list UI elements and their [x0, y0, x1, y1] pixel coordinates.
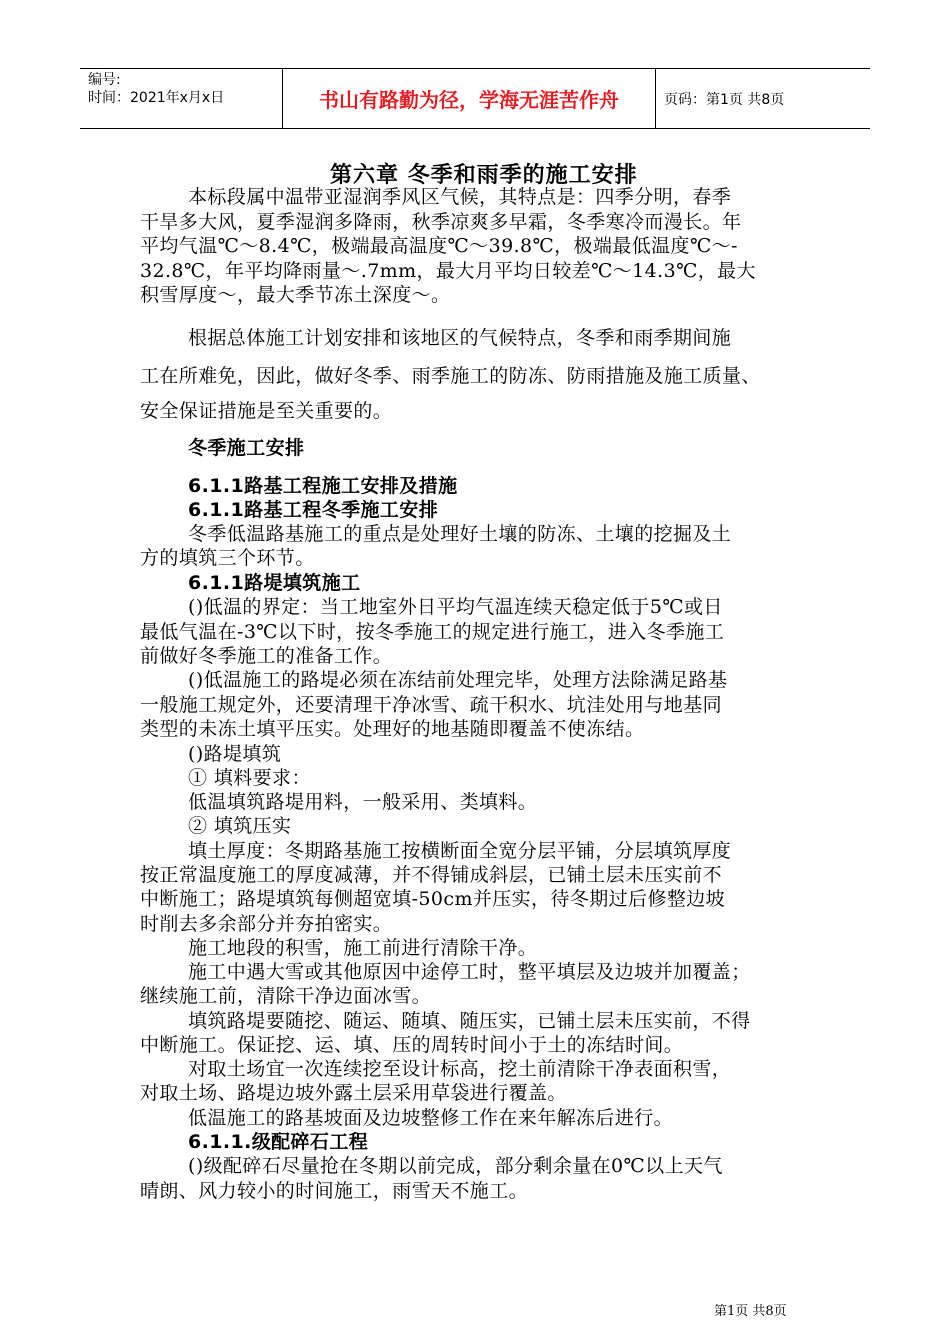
header-page-number: 页码：第1页 共8页: [664, 91, 785, 108]
body-text-line: 对取土场、路堤边坡外露土层采用草袋进行覆盖。: [140, 1082, 567, 1104]
section-heading: 6.1.1路堤填筑施工: [188, 572, 361, 594]
section-heading: 6.1.1路基工程施工安排及措施: [188, 475, 458, 497]
body-text-line: 平均气温℃～8.4℃，极端最高温度℃～39.8℃，极端最低温度℃～-: [140, 235, 738, 257]
body-text-line: 冬季低温路基施工的重点是处理好土壤的防冻、土壤的挖掘及土: [188, 523, 732, 545]
body-text-line: 低温施工的路基坡面及边坡整修工作在来年解冻后进行。: [188, 1107, 674, 1129]
body-text-line: ()低温的界定：当工地室外日平均气温连续天稳定低于5℃或日: [188, 596, 723, 618]
page-header: [80, 68, 870, 129]
body-text-line: 类型的未冻土填平压实。处理好的地基随即覆盖不使冻结。: [140, 718, 645, 740]
document-time-label: 时间：2021年x月x日: [88, 90, 225, 106]
body-text-line: 积雪厚度～，最大季节冻土深度～。: [140, 284, 451, 306]
body-text-line: 前做好冬季施工的准备工作。: [140, 645, 393, 667]
body-text-line: 时削去多余部分并夯拍密实。: [140, 913, 393, 935]
section-heading: 冬季施工安排: [188, 437, 305, 459]
body-text-line: 一般施工规定外，还要清理干净冰雪、疏干积水、坑洼处用与地基同: [140, 694, 723, 716]
body-text-line: ()路堤填筑: [188, 743, 282, 765]
document-number-label: 编号:: [88, 72, 121, 88]
body-text-line: 32.8℃，年平均降雨量～.7mm，最大月平均日较差℃～14.3℃，最大: [140, 260, 756, 282]
body-text-line: 晴朗、风力较小的时间施工，雨雪天不施工。: [140, 1180, 529, 1202]
body-text-line: 按正常温度施工的厚度减薄，并不得铺成斜层，已铺土层未压实前不: [140, 864, 723, 886]
body-text-line: 低温填筑路堤用料，一般采用、类填料。: [188, 791, 538, 813]
body-text-line: 对取土场宜一次连续挖至设计标高，挖土前清除干净表面积雪，: [188, 1058, 732, 1080]
body-text-line: 中断施工。保证挖、运、填、压的周转时间小于土的冻结时间。: [140, 1034, 684, 1056]
body-text-line: 根据总体施工计划安排和该地区的气候特点，冬季和雨季期间施: [188, 327, 732, 349]
body-text-line: 填筑路堤要随挖、随运、随填、随压实，已铺土层未压实前，不得: [188, 1010, 751, 1032]
header-meta: [80, 69, 283, 128]
body-text-line: 本标段属中温带亚湿润季风区气候，其特点是：四季分明，春季: [188, 186, 732, 208]
body-text-line: ① 填料要求：: [188, 767, 311, 789]
body-text-line: 安全保证措施是至关重要的。: [140, 400, 393, 422]
body-text-line: 填土厚度：冬期路基施工按横断面全宽分层平铺，分层填筑厚度: [188, 840, 732, 862]
section-heading: 6.1.1.级配碎石工程: [188, 1131, 369, 1153]
body-text-line: 干旱多大风，夏季湿润多降雨，秋季凉爽多早霜，冬季寒冷而漫长。年: [140, 211, 742, 233]
page-footer: 第1页 共8页: [714, 1304, 787, 1319]
body-text-line: ()级配碎石尽量抢在冬期以前完成，部分剩余量在0℃以上天气: [188, 1155, 723, 1177]
body-text-line: ()低温施工的路堤必须在冻结前处理完毕，处理方法除满足路基: [188, 669, 728, 691]
section-heading: 6.1.1路基工程冬季施工安排: [188, 499, 439, 521]
header-motto: 书山有路勤为径，学海无涯苦作舟: [283, 69, 656, 128]
body-text-line: ② 填筑压实: [188, 815, 292, 837]
body-text-line: 最低气温在-3℃以下时，按冬季施工的规定进行施工，进入冬季施工: [140, 621, 725, 643]
body-text-line: 方的填筑三个环节。: [140, 547, 315, 569]
body-text-line: 继续施工前，清除干净边面冰雪。: [140, 985, 432, 1007]
chapter-title: 第六章 冬季和雨季的施工安排: [330, 163, 638, 188]
body-text-line: 工在所难免，因此，做好冬季、雨季施工的防冻、防雨措施及施工质量、: [140, 365, 761, 387]
body-text-line: 施工中遇大雪或其他原因中途停工时，整平填层及边坡并加覆盖；: [188, 961, 751, 983]
body-text-line: 施工地段的积雪，施工前进行清除干净。: [188, 937, 538, 959]
body-text-line: 中断施工；路堤填筑每侧超宽填-50cm并压实，待冬期过后修整边坡: [140, 888, 726, 910]
